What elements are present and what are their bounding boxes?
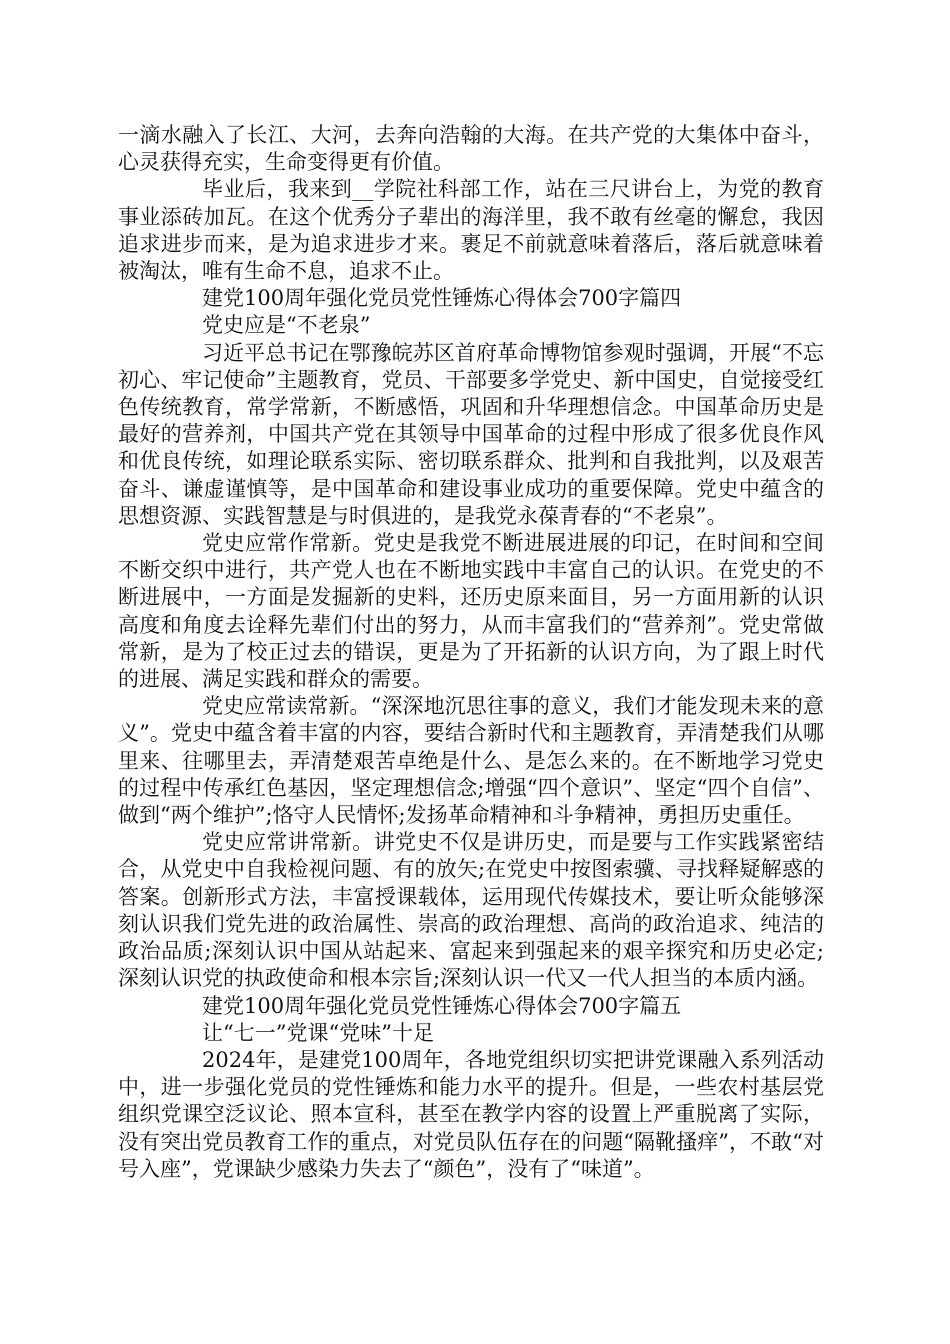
section-subtitle: 让“七一”党课“党味”十足: [202, 1020, 434, 1045]
paragraph: 2024年，是建党100周年，各地党组织切实把讲党课融入系列活动中，进一步强化党员的党性锤炼和能力水平的提升。但是，一些农村基层党组织党课空泛议论、照本宣科，甚至在教学内容的设置上严重脱离了实际，没有突出党员教育工作的重点，对党员队伍存在的问题“隔靴搔痒”，不敢“对号入座”，党课缺少感染力失去了“颜色”，没有了“味道”。: [118, 1047, 824, 1181]
paragraph: 毕业后，我来到__学院社科部工作，站在三尺讲台上，为党的教育事业添砖加瓦。在这个优秀分子辈出的海洋里，我不敢有丝毫的懈怠，我因追求进步而来，是为追求进步才来。裹足不前就意味着落后，落后就意味着被淘汰，唯有生命不息，追求不止。: [118, 177, 824, 284]
paragraph: 习近平总书记在鄂豫皖苏区首府革命博物馆参观时强调，开展“不忘初心、牢记使命”主题教育，党员、干部要多学党史、新中国史，自觉接受红色传统教育，常学常新，不断感悟，巩固和升华理想信念。中国革命历史是最好的营养剂，中国共产党在其领导中国革命的过程中形成了很多优良作风和优良传统，如理论联系实际、密切联系群众、批判和自我批判，以及艰苦奋斗、谦虚谨慎等，是中国革命和建设事业成功的重要保障。党史中蕴含的思想资源、实践智慧是与时俱进的，是我党永葆青春的“不老泉”。: [118, 340, 824, 528]
document-body: [118, 122, 824, 1183]
paragraph: 党史应常作常新。党史是我党不断进展进展的印记，在时间和空间不断交织中进行，共产党人也在不断地实践中丰富自己的认识。在党史的不断进展中，一方面是发掘新的史料，还历史原来面目，另一方面用新的认识高度和角度去诠释先辈们付出的努力，从而丰富我们的“营养剂”。党史常做常新，是为了校正过去的错误，更是为了开拓新的认识方向，为了跟上时代的进展、满足实践和群众的需要。: [118, 531, 824, 692]
section-heading: 建党100周年强化党员党性锤炼心得体会700字篇四: [202, 286, 682, 311]
section-subtitle: 党史应是“不老泉”: [202, 313, 371, 338]
section-heading: 建党100周年强化党员党性锤炼心得体会700字篇五: [202, 993, 682, 1018]
paragraph: 党史应常讲常新。讲党史不仅是讲历史，而是要与工作实践紧密结合，从党史中自我检视问题、有的放矢;在党史中按图索骥、寻找释疑解惑的答案。创新形式方法，丰富授课载体，运用现代传媒技术，要让听众能够深刻认识我们党先进的政治属性、崇高的政治理想、高尚的政治追求、纯洁的政治品质;深刻认识中国从站起来、富起来到强起来的艰辛探究和历史必定;深刻认识党的执政使命和根本宗旨;深刻认识一代又一代人担当的本质内涵。: [118, 830, 824, 991]
paragraph: 党史应常读常新。“深深地沉思往事的意义，我们才能发现未来的意义”。党史中蕴含着丰富的内容，要结合新时代和主题教育，弄清楚我们从哪里来、往哪里去，弄清楚艰苦卓绝是什么、是怎么来的。在不断地学习党史的过程中传承红色基因，坚定理想信念;增强“四个意识”、坚定“四个自信”、做到“两个维护”;恪守人民情怀;发扬革命精神和斗争精神，勇担历史重任。: [118, 694, 824, 828]
paragraph: 一滴水融入了长江、大河，去奔向浩翰的大海。在共产党的大集体中奋斗，心灵获得充实，生命变得更有价值。: [118, 123, 824, 175]
